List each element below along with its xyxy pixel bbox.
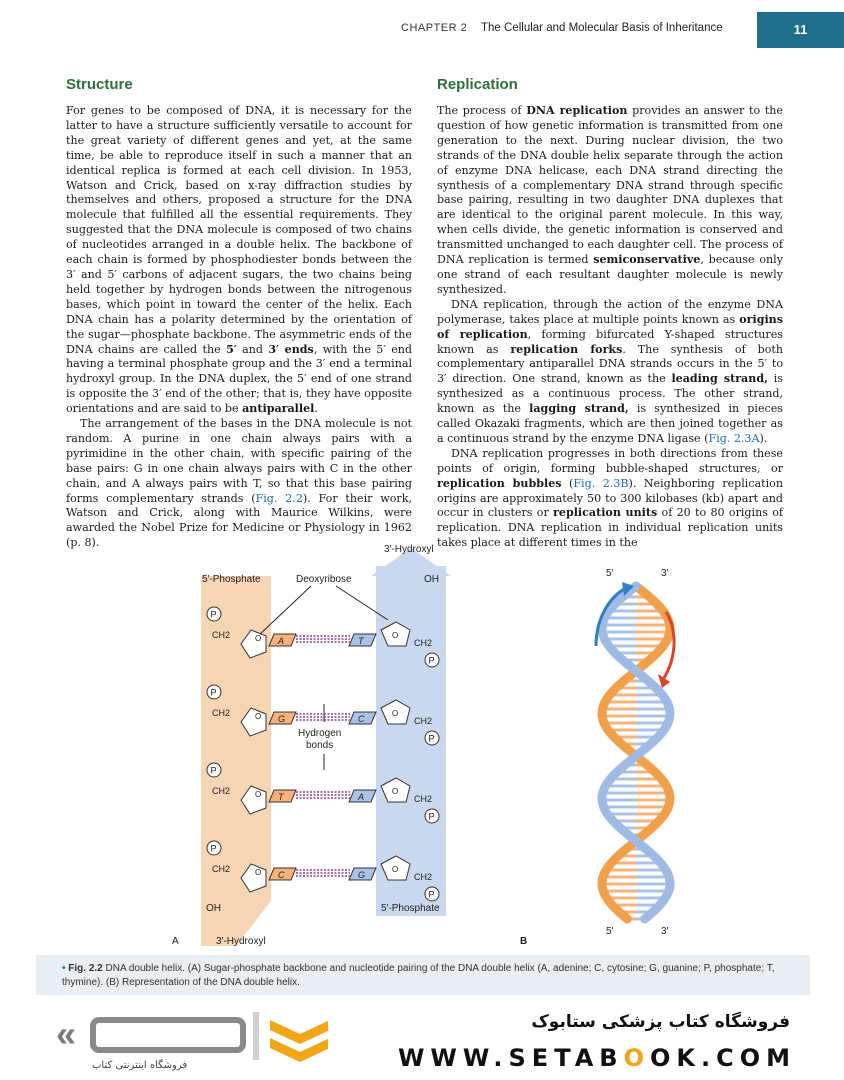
replication-paragraph-1: The process of DNA replication provides an answer to the question of how genetic information is transmitted from one generation to the next. During nuclear division, the two strands of the DNA double helix separate through the action of enzyme DNA helicase, each DNA strand directing the synthesis of a complementary DNA strand through specific base pairing, resulting in two daughter DNA duplexes that are identical to the original parent molecule. In this way, when cells divide, the genetic information is conserved and transmitted unchanged to each daughter cell. The process of DNA replication is termed semiconservative, because only one strand of each resultant daughter molecule is newly synthesized.: [437, 104, 783, 296]
chapter-label: CHAPTER 2: [401, 22, 468, 34]
fig-2-2-link[interactable]: Fig. 2.2: [255, 491, 303, 505]
label-oh-left: OH: [206, 903, 221, 914]
phosphate-right-label-2: P: [428, 811, 435, 822]
phosphate-right-label-0: P: [428, 655, 435, 666]
base-right-label-2: A: [358, 792, 365, 802]
base-right-label-1: C: [358, 714, 365, 724]
phosphate-right-label-1: P: [428, 733, 435, 744]
sugar-right-o-1: O: [392, 709, 399, 718]
ch2-left-2: CH2: [212, 786, 231, 796]
ch2-right-3: CH2: [414, 872, 433, 882]
replication-section: [437, 76, 783, 551]
ch2-left-0: CH2: [212, 630, 231, 640]
ch2-left-1: CH2: [212, 708, 231, 718]
structure-paragraph-2: The arrangement of the bases in the DNA molecule is not random. A purine in one chain always pairs with a pyrimidine in the other chain, with specific pairing of the base pairs: G in one chain always pairs with C in the other chain, and A always pairs with T, so that this base pairing forms complementary strands (Fig. 2.2). For their work, Watson and Crick, along with Maurice Wilkins, were awarded the Nobel Prize for Medicine or Physiology in 1962 (p. 8).: [66, 417, 412, 550]
replication-paragraph-3: DNA replication progresses in both directions from these points of origin, forming bubble-shaped structures, or replication bubbles (Fig. 2.3B). Neighboring replication origins are approximately 50 to 300 kilobases (kb) apart and occur in clusters or replication units of 20 to 80 origins of replication. DNA replication in individual replication units takes place at different times in the: [437, 446, 783, 550]
figure-caption: • Fig. 2.2 DNA double helix. (A) Sugar-phosphate backbone and nucleotide pairing of the DNA double helix (A, adenine; C, cytosine; G, guanine; P, phosphate; T, thymine). (B) Representation of the DNA double helix.: [62, 963, 775, 988]
dna-figure: [36, 536, 810, 961]
setabook-logo-icon: [38, 1006, 328, 1066]
sugar-left-o-3: O: [255, 868, 262, 877]
panel-b-label: B: [520, 936, 528, 947]
website-url[interactable]: WWW.SETABOOK.COM: [397, 1044, 796, 1072]
structure-paragraph-1: For genes to be composed of DNA, it is necessary for the latter to have a structure sufficiently versatile to account for the great variety of different genes and yet, at the same time, be able to reproduce itself in such a manner that an identical replica is formed at each cell division. In 1953, Watson and Crick, based on x-ray diffraction studies by themselves and others, proposed a structure for the DNA molecule that fulfilled all the essential requirements. They suggested that the DNA molecule is composed of two chains of nucleotides arranged in a double helix. The backbone of each chain is formed by phosphodiester bonds between the 3′ and 5′ carbons of adjacent sugars, the two chains being held together by hydrogen bonds between the nitrogenous bases, which point in toward the center of the helix. Each DNA chain has a polarity determined by the orientation of the sugar—phosphate backbone. The asymmetric ends of the DNA chains are called the 5′ and 3′ ends, with the 5′ end having a terminal phosphate group and the 3′ end a terminal hydroxyl group. In the DNA duplex, the 5′ end of one strand is opposite the 3′ end of the other; that is, they have opposite orientations and are said to be antiparallel.: [66, 104, 413, 416]
ch2-right-0: CH2: [414, 638, 433, 648]
phosphate-left-label-1: P: [210, 687, 217, 698]
double-helix: [602, 586, 670, 919]
ch2-left-3: CH2: [212, 864, 231, 874]
base-left-label-3: C: [278, 870, 285, 880]
replication-heading: Replication: [437, 76, 518, 93]
helix-top-3-label: 3′: [661, 568, 669, 579]
panel-a-label: A: [172, 936, 179, 947]
label-3-hydroxyl-top: 3′-Hydroxyl: [384, 544, 434, 555]
page-number: 11: [757, 12, 844, 48]
ch2-right-2: CH2: [414, 794, 433, 804]
phosphate-right-label-3: P: [428, 889, 435, 900]
page-header: [0, 12, 844, 48]
fig-2-3b-link[interactable]: Fig. 2.3B: [573, 476, 629, 490]
chapter-title: The Cellular and Molecular Basis of Inheritance: [481, 22, 723, 34]
replication-paragraph-2: DNA replication, through the action of the enzyme DNA polymerase, takes place at multiple points known as origins of replication, forming bifurcated Y-shaped structures known as replication forks. The synthesis of both complementary antiparallel DNA strands occurs in the 5′ to 3′ direction. One strand, known as the leading strand, is synthesized as a continuous process. The other strand, known as the lagging strand, is synthesized in pieces called Okazaki fragments, which are then joined together as a continuous strand by the enzyme DNA ligase (Fig. 2.3A).: [437, 297, 783, 445]
label-hydrogen: Hydrogen: [298, 728, 342, 739]
base-right-label-3: G: [358, 870, 366, 880]
sugar-right-o-0: O: [392, 631, 399, 640]
helix-top-5-label: 5′: [606, 568, 614, 579]
label-oh-right: OH: [424, 574, 439, 585]
label-3-hydroxyl-bottom: 3′-Hydroxyl: [216, 936, 266, 947]
sugar-right-o-3: O: [392, 865, 399, 874]
label-5-phosphate-left: 5′-Phosphate: [202, 574, 261, 585]
sugar-left-o-1: O: [255, 712, 262, 721]
sugar-left-o-0: O: [255, 634, 262, 643]
structure-section: [66, 76, 412, 551]
publisher-footer: [0, 1000, 844, 1080]
ch2-right-1: CH2: [414, 716, 433, 726]
label-bonds: bonds: [306, 740, 334, 751]
base-left-label-1: G: [278, 714, 286, 724]
caption-label: Fig. 2.2: [68, 963, 103, 974]
label-5-phosphate-bottom: 5′-Phosphate: [381, 903, 440, 914]
phosphate-left-label-0: P: [210, 609, 217, 620]
label-deoxyribose: Deoxyribose: [296, 574, 352, 585]
caption-text: DNA double helix. (A) Sugar-phosphate backbone and nucleotide pairing of the DNA double helix (A, adenine; C, cytosine; G, guanine; P, phosphate; T, thymine). (B) Representation of the DNA double helix.: [62, 963, 775, 988]
svg-text:«: «: [56, 1013, 77, 1054]
base-left-label-2: T: [278, 792, 284, 802]
fig-2-3a-link[interactable]: Fig. 2.3A: [708, 431, 760, 445]
logo-tagline: فروشگاه اینترنتی کتاب: [92, 1060, 188, 1071]
structure-heading: Structure: [66, 76, 133, 93]
base-left-label-0: A: [278, 636, 285, 646]
sugar-left-o-2: O: [255, 790, 262, 799]
sugar-right-o-2: O: [392, 787, 399, 796]
helix-bottom-5-label: 5′: [606, 926, 614, 937]
phosphate-left-label-3: P: [210, 843, 217, 854]
helix-bottom-3-label: 3′: [661, 926, 669, 937]
base-right-label-0: T: [358, 636, 364, 646]
phosphate-left-label-2: P: [210, 765, 217, 776]
store-name: فروشگاه کتاب پزشکی ستابوک: [531, 1012, 790, 1032]
